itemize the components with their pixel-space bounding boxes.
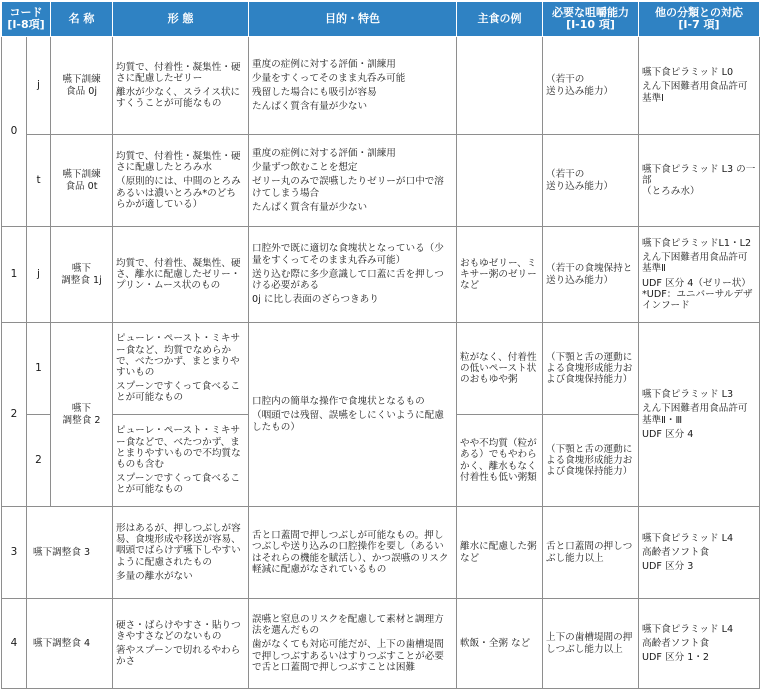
purpose-text: 少量をすくってそのまま丸呑み可能 <box>252 72 406 84</box>
shape-text: （原則的には、中間のとろみあるいは濃いとろみ*のどちらかが適している） <box>116 176 241 210</box>
purpose-text: たんぱく質含有量が少ない <box>252 201 368 213</box>
subcode-cell: 1 <box>27 323 51 415</box>
purpose-text: 口腔外で既に適切な食塊状となっている（少量をすくってそのまま丸呑み可能） <box>252 243 444 266</box>
purpose-text: 送り込む際に多少意識して口蓋に舌を押しつける必要がある <box>252 268 444 292</box>
code-cell: 1 <box>2 227 27 323</box>
shape-text: 均質で、付着性・凝集性・硬さに配慮したゼリー <box>116 61 241 84</box>
purpose-text: 0j に比し表面のざらつきあり <box>252 294 379 306</box>
code-cell: 0 <box>2 37 27 227</box>
other-text: UDF 区分 4 <box>642 428 694 440</box>
staple-cell: 軟飯・全粥 など <box>457 599 543 689</box>
shape-cell <box>113 227 249 323</box>
staple-cell <box>457 37 543 135</box>
table-row <box>2 599 760 689</box>
shape-text: ピューレ・ペースト・ミキサー食など、均質でなめらかで、べたつかず、まとまりやすいもの <box>116 333 241 378</box>
name-cell: 嚥下調整食 4 <box>27 599 113 689</box>
name-cell: 嚥下訓練 食品 0t <box>51 135 113 227</box>
header-ability: 必要な咀嚼能力 [I-10 項] <box>543 2 639 37</box>
subcode-cell: 2 <box>27 415 51 507</box>
header-other: 他の分類との対応 [I-7 項] <box>639 2 760 37</box>
ability-cell: （下顎と舌の運動による食塊形成能力および食塊保持能力） <box>543 323 639 415</box>
shape-text: 離水が少なく、スライス状にすくうことが可能なもの <box>116 87 241 110</box>
purpose-text: 舌と口蓋間で押しつぶしが可能なもの。押しつぶしや送り込みの口腔操作を要し（あるいはそれらの機能を賦活し）、かつ誤嚥のリスク軽減に配慮がなされているもの <box>252 530 449 575</box>
purpose-text: 誤嚥と窒息のリスクを配慮して素材と調理方法を選んだもの <box>252 613 444 637</box>
shape-cell <box>113 507 249 599</box>
dysphagia-diet-classification-table <box>1 1 760 689</box>
staple-cell <box>457 135 543 227</box>
name-cell: 嚥下訓練 食品 0j <box>51 37 113 135</box>
purpose-text: 口腔内の簡単な操作で食塊状となるもの <box>252 396 425 408</box>
ability-cell: （若干の食塊保持と送り込み能力） <box>543 227 639 323</box>
shape-text: 均質で、付着性・凝集性・硬さに配慮したとろみ水 <box>116 150 241 174</box>
other-cell <box>639 227 760 323</box>
other-text: 嚥下食ピラミッド L4 <box>642 623 734 635</box>
other-text: えん下困難者用食品許可基準Ⅱ <box>642 252 748 275</box>
name-cell: 嚥下調整食 3 <box>27 507 113 599</box>
other-text: UDF 区分 3 <box>642 561 694 573</box>
purpose-text: 重度の症例に対する評価・訓練用 <box>252 147 396 159</box>
other-cell <box>639 507 760 599</box>
shape-cell <box>113 37 249 135</box>
other-cell <box>639 37 760 135</box>
shape-text: 均質で、付着性、凝集性、硬さ、離水に配慮したゼリー・プリン・ムース状のもの <box>116 257 241 292</box>
table-row <box>2 37 760 135</box>
other-cell <box>639 599 760 689</box>
table-row <box>2 323 760 415</box>
purpose-text: たんぱく質含有量が少ない <box>252 101 368 113</box>
purpose-text: 残留した場合にも吸引が容易 <box>252 87 377 98</box>
ability-cell: （若干の 送り込み能力） <box>543 37 639 135</box>
name-cell: 嚥下 調整食 2 <box>51 323 113 507</box>
other-text: 嚥下食ピラミッドL1・L2 <box>642 237 752 249</box>
other-text: えん下困難者用食品許可基準Ⅰ <box>642 81 748 104</box>
header-purpose: 目的・特色 <box>249 2 457 37</box>
ability-cell: 上下の歯槽堤間の押しつぶし能力以上 <box>543 599 639 689</box>
purpose-cell <box>249 227 457 323</box>
ability-cell: 舌と口蓋間の押しつぶし能力以上 <box>543 507 639 599</box>
shape-cell <box>113 135 249 227</box>
shape-cell <box>113 599 249 689</box>
shape-cell <box>113 323 249 415</box>
header-name: 名 称 <box>51 2 113 37</box>
shape-text: スプーンですくって食べることが可能なもの <box>116 381 241 404</box>
subcode-cell: j <box>27 37 51 135</box>
purpose-text: 歯がなくても対応可能だが、上下の歯槽堤間で押しつぶすあるいはすりつぶすことが必要で舌と口蓋間で押しつぶすことは困難 <box>252 639 444 673</box>
purpose-text: （咽頭では残留、誤嚥をしにくいように配慮したもの） <box>252 410 444 433</box>
other-text: 高齢者ソフト食 <box>642 637 710 649</box>
shape-text: 多量の離水がない <box>116 570 193 582</box>
other-text: UDF 区分 4（ゼリー状） *UDF：ユニバーサルデザインフード <box>642 277 753 311</box>
purpose-cell <box>249 135 457 227</box>
other-cell <box>639 323 760 507</box>
header-shape: 形 態 <box>113 2 249 37</box>
table-row <box>2 507 760 599</box>
other-text: UDF 区分 1・2 <box>642 652 710 664</box>
shape-cell <box>113 415 249 507</box>
purpose-text: 重度の症例に対する評価・訓練用 <box>252 58 396 70</box>
table-row <box>2 227 760 323</box>
header-code: コード [I-8項] <box>2 2 51 37</box>
ability-cell: （下顎と舌の運動による食塊形成能力および食塊保持能力） <box>543 415 639 507</box>
subcode-cell: t <box>27 135 51 227</box>
code-cell: 3 <box>2 507 27 599</box>
subcode-cell: j <box>27 227 51 323</box>
staple-cell: 離水に配慮した粥 など <box>457 507 543 599</box>
purpose-cell <box>249 507 457 599</box>
other-text: 嚥下食ピラミッド L3 <box>642 389 734 401</box>
staple-cell: おもゆゼリー、ミキサー粥のゼリーなど <box>457 227 543 323</box>
shape-text: 箸やスプーンで切れるやわらかさ <box>116 645 241 668</box>
other-text: 嚥下食ピラミッド L4 <box>642 532 734 544</box>
purpose-text: 少量ずつ飲むことを想定 <box>252 162 358 174</box>
code-cell: 2 <box>2 323 27 507</box>
name-cell: 嚥下 調整食 1j <box>51 227 113 323</box>
shape-text: 硬さ・ばらけやすさ・貼りつきやすさなどのないもの <box>116 619 241 642</box>
header-staple: 主食の例 <box>457 2 543 37</box>
purpose-cell <box>249 37 457 135</box>
code-cell: 4 <box>2 599 27 689</box>
other-text: えん下困難者用食品許可基準Ⅱ・Ⅲ <box>642 403 748 426</box>
shape-text: スプーンですくって食べることが可能なもの <box>116 473 241 496</box>
other-text: 嚥下食ピラミッド L0 <box>642 67 734 79</box>
shape-text: 形はあるが、押しつぶしが容易、食塊形成や移送が容易、咽頭でばらけず嚥下しやすいように配慮されたもの <box>116 522 241 568</box>
other-cell: 嚥下食ピラミッド L3 の一部 （とろみ水） <box>639 135 760 227</box>
staple-cell: やや不均質（粒がある）でもやわらかく、離水もなく付着性も低い粥類 <box>457 415 543 507</box>
ability-cell: （若干の 送り込み能力） <box>543 135 639 227</box>
purpose-cell <box>249 599 457 689</box>
table-row <box>2 135 760 227</box>
shape-text: ピューレ・ペースト・ミキサー食などで、べたつかず、まとまりやすいもので不均質なものも含む <box>116 425 241 470</box>
purpose-cell <box>249 323 457 507</box>
staple-cell: 粒がなく、付着性の低いペースト状のおもゆや粥 <box>457 323 543 415</box>
purpose-text: ゼリー丸のみで誤嚥したりゼリーが口中で溶けてしまう場合 <box>252 176 444 199</box>
other-text: 高齢者ソフト食 <box>642 546 710 558</box>
header-row <box>2 2 760 37</box>
